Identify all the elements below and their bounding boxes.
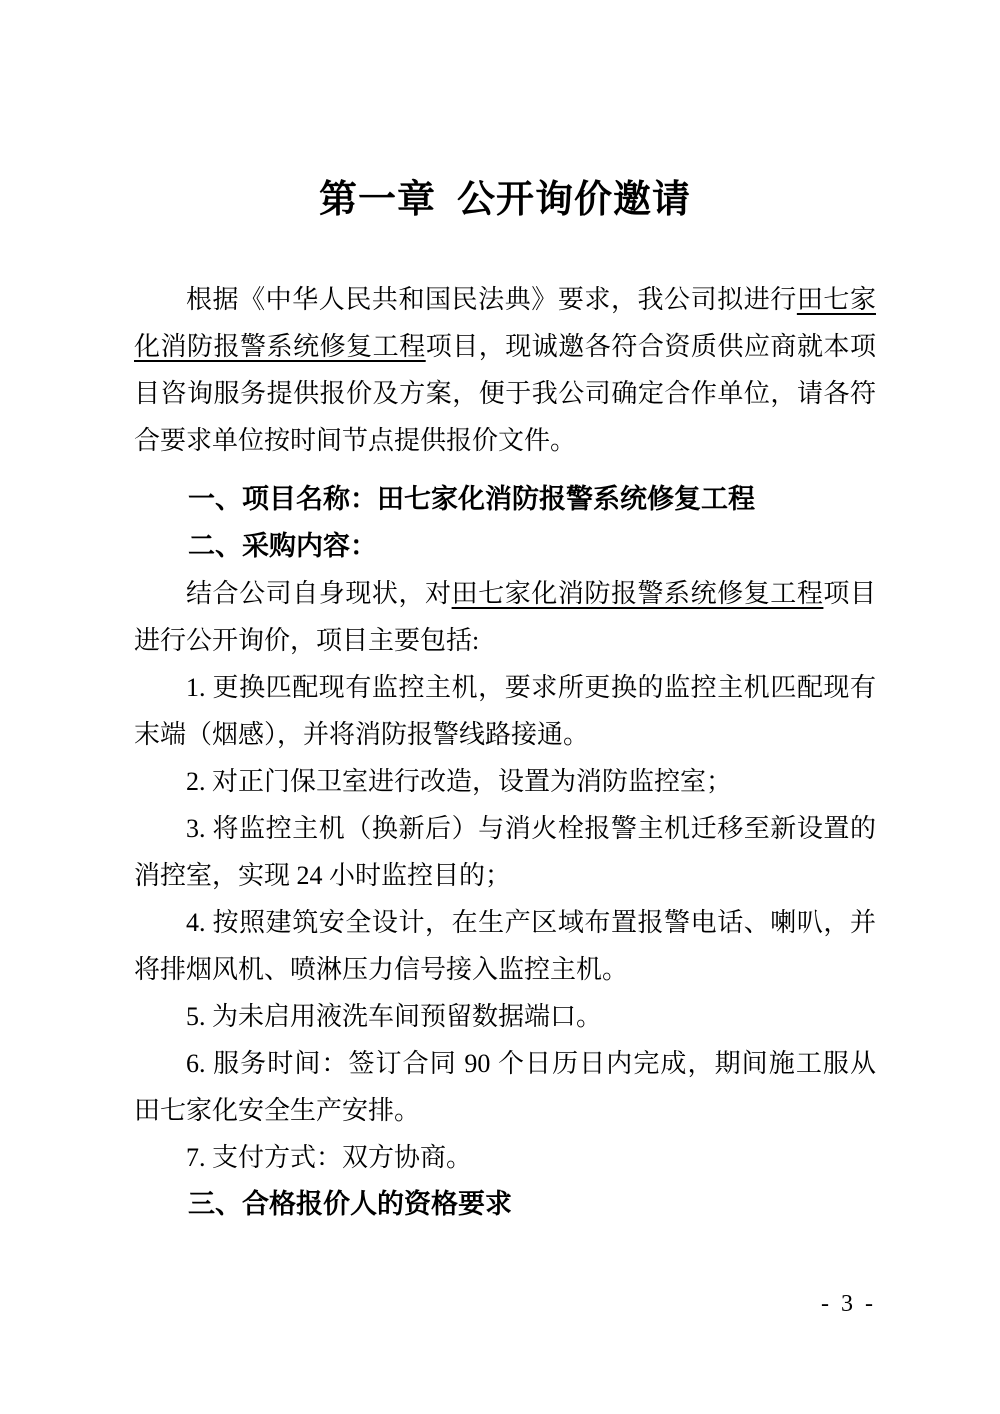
section-heading [134, 1181, 876, 1228]
text-line [134, 276, 876, 323]
text-line [134, 1134, 876, 1181]
text-line [134, 570, 876, 617]
text-segment: 项目 [823, 579, 876, 608]
section-heading [134, 476, 876, 523]
text-line [134, 993, 876, 1040]
document-body [134, 276, 876, 1228]
text-line [134, 711, 876, 758]
text-line [134, 852, 876, 899]
paragraph [134, 805, 876, 899]
paragraph [134, 993, 876, 1040]
text-segment: 消控室，实现 24 小时监控目的； [134, 861, 512, 890]
underlined-text: 化消防报警系统修复工程 [134, 332, 426, 361]
paragraph [134, 570, 876, 664]
text-segment: 合要求单位按时间节点提供报价文件。 [134, 426, 577, 455]
paragraph [134, 758, 876, 805]
text-segment: 4. 按照建筑安全设计，在生产区域布置报警电话、喇叭，并 [186, 908, 876, 937]
document-content [134, 0, 876, 1228]
text-line [134, 805, 876, 852]
text-line [134, 664, 876, 711]
text-line [134, 417, 876, 464]
paragraph [134, 1040, 876, 1134]
text-segment: 目咨询服务提供报价及方案，便于我公司确定合作单位，请各符 [134, 379, 876, 408]
text-line [134, 323, 876, 370]
text-line [134, 1087, 876, 1134]
text-segment: 项目，现诚邀各符合资质供应商就本项 [425, 332, 876, 361]
text-line [134, 1181, 876, 1228]
text-line [134, 946, 876, 993]
text-segment: 1. 更换匹配现有监控主机，要求所更换的监控主机匹配现有 [186, 673, 876, 702]
text-segment: 结合公司自身现状，对 [186, 579, 452, 608]
paragraph [134, 899, 876, 993]
paragraph [134, 276, 876, 464]
text-segment: 田七家化安全生产安排。 [134, 1096, 421, 1125]
text-line [134, 476, 876, 523]
text-line [134, 523, 876, 570]
text-line [134, 899, 876, 946]
underlined-text: 田七家 [796, 285, 876, 314]
text-segment: 三、合格报价人的资格要求 [188, 1189, 512, 1219]
text-line [134, 1040, 876, 1087]
text-segment: 5. 为未启用液洗车间预留数据端口。 [186, 1002, 603, 1031]
text-line [134, 758, 876, 805]
text-line [134, 617, 876, 664]
text-segment: 一、项目名称：田七家化消防报警系统修复工程 [188, 484, 755, 514]
text-segment: 末端（烟感），并将消防报警线路接通。 [134, 720, 590, 749]
paragraph [134, 664, 876, 758]
text-segment: 根据《中华人民共和国民法典》要求，我公司拟进行 [186, 285, 797, 314]
text-segment: 将排烟风机、喷淋压力信号接入监控主机。 [134, 955, 629, 984]
chapter-title: 第一章 公开询价邀请 [318, 179, 691, 221]
underlined-text: 田七家化消防报警系统修复工程 [451, 579, 824, 608]
text-segment: 3. 将监控主机（换新后）与消火栓报警主机迁移至新设置的 [186, 814, 876, 843]
text-segment: 2. 对正门保卫室进行改造，设置为消防监控室； [186, 767, 733, 796]
section-heading [134, 523, 876, 570]
page-number: - 3 - [821, 1291, 876, 1317]
text-segment: 7. 支付方式：双方协商。 [186, 1143, 473, 1172]
text-line [134, 370, 876, 417]
paragraph [134, 1134, 876, 1181]
text-segment: 6. 服务时间：签订合同 90 个日历日内完成，期间施工服从 [186, 1049, 876, 1078]
text-segment: 二、采购内容： [188, 531, 377, 561]
text-segment: 进行公开询价，项目主要包括: [134, 626, 480, 655]
